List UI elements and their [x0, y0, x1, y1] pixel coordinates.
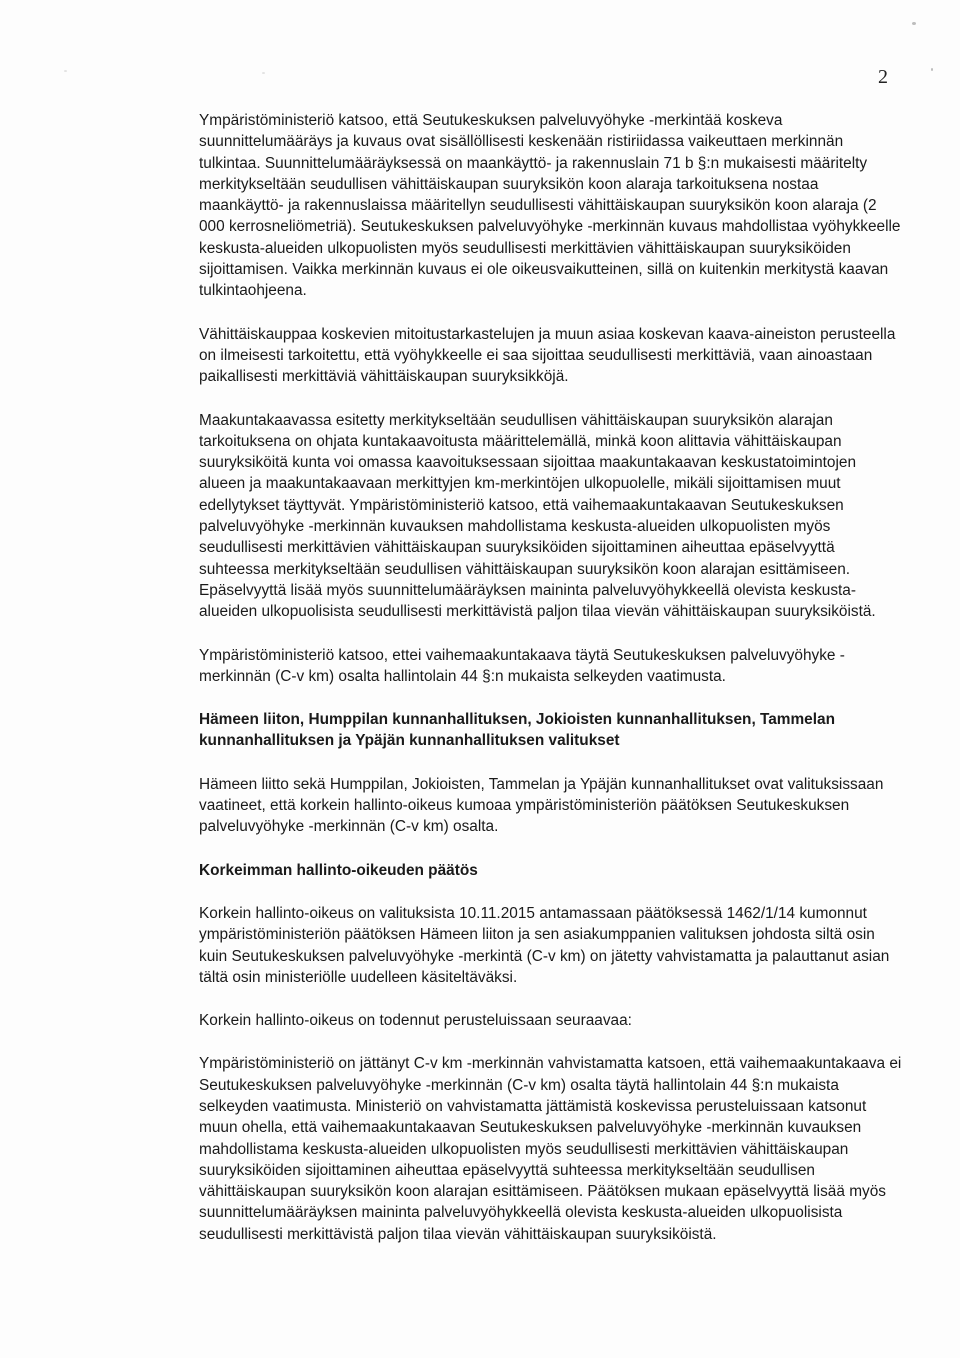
scan-artifact: [262, 72, 265, 74]
section-heading: Hämeen liiton, Humppilan kunnanhallituksen, Jokioisten kunnanhallituksen, Tammelan kunnanhallituksen ja Ypäjän kunnanhallituksen valitukset: [199, 711, 835, 750]
scan-artifact: [931, 68, 933, 71]
document-body: [199, 110, 904, 1245]
paragraph: Ympäristöministeriö on jättänyt C-v km -merkinnän vahvistamatta katsoen, että vaihemaakuntakaava ei Seutukeskuksen palveluvyöhyke -merkinnän (C-v km) osalta täytä hallintolain 44 §:n mukaista selkeyden vaatimusta. Ministeriö on vahvistamatta jättämistä koskevissa perusteluissaan katsonut muun ohella, että vaihemaakuntakaavan Seutukeskuksen palveluvyöhyke -merkinnän kuvauksen mahdollistama keskusta-alueiden ulkopuolisten myös seudullisesti merkittävien vähittäiskaupan suuryksiköiden sijoittaminen aiheuttaa epäselvyyttä suhteessa merkitykseltään seudullisen vähittäiskaupan suuryksikön koon alarajan esittämiseen. Päätöksen mukaan epäselvyyttä lisää myös suunnittelumääräyksen maininta palveluvyöhykkeellä olevista keskusta-alueiden ulkopuolisista seudullisesti merkittävistä paljon tilaa vievän vähittäiskaupan suuryksiköistä.: [199, 1055, 902, 1243]
scan-artifact: [912, 22, 916, 25]
paragraph: Korkein hallinto-oikeus on valituksista 10.11.2015 antamassaan päätöksessä 1462/1/14 kumonnut ympäristöministeriön päätöksen Hämeen liiton ja sen asiakumppanien valituksen johdosta siltä osin kuin Seutukeskuksen palveluvyöhyke -merkintä (C-v km) on jätetty vahvistamatta ja palauttanut asian tältä osin ministeriölle uudelleen käsiteltäväksi.: [199, 904, 890, 986]
page-number: 2: [878, 66, 888, 88]
paragraph: Hämeen liitto sekä Humppilan, Jokioisten, Tammelan ja Ypäjän kunnanhallitukset ovat valituksissaan vaatineet, että korkein hallinto-oikeus kumoaa ympäristöministeriön päätöksen Seutukeskuksen palveluvyöhyke -merkinnän (C-v km) osalta.: [199, 775, 884, 836]
section-heading: Korkeimman hallinto-oikeuden päätös: [199, 861, 478, 879]
paragraph: Korkein hallinto-oikeus on todennut perusteluissaan seuraavaa:: [199, 1012, 632, 1030]
paragraph: Maakuntakaavassa esitetty merkitykseltään seudullisen vähittäiskaupan suuryksikön alarajan tarkoituksena on ohjata kuntakaavoitusta määrittelemällä, minkä koon alittavia vähittäiskaupan suuryksiköitä kunta voi omassa kaavoituksessaan sijoittaa maakuntakaavan keskustatoimintojen alueen ja maakuntakaavaan merkittyjen km-merkintöjen ulkopuolelle, mikäli sijoittamisen muut edellytykset täyttyvät. Ympäristöministeriö katsoo, että vaihemaakuntakaavan Seutukeskuksen palveluvyöhyke -merkinnän kuvauksen mahdollistama keskusta-alueiden ulkopuolisten myös seudullisesti merkittävien vähittäiskaupan suuryksiköiden sijoittaminen aiheuttaa epäselvyyttä suhteessa merkitykseltään seudullisen vähittäiskaupan suuryksikön koon alarajan esittämiseen. Epäselvyyttä lisää myös suunnittelumääräyksen maininta palveluvyöhykkeellä olevista keskusta-alueiden ulkopuolisista seudullisesti merkittävistä paljon tilaa vievän vähittäiskaupan suuryksiköistä.: [199, 411, 876, 621]
paragraph: Vähittäiskauppaa koskevien mitoitustarkastelujen ja muun asiaa koskevan kaava-aineiston perusteella on ilmeisesti tarkoitettu, että vyöhykkeelle ei saa sijoittaa seudullisesti merkittäviä, vaan ainoastaan paikallisesti merkittäviä vähittäiskaupan suuryksikköjä.: [199, 325, 896, 386]
scan-artifact: [64, 70, 67, 72]
paragraph: Ympäristöministeriö katsoo, että Seutukeskuksen palveluvyöhyke -merkintää koskeva suunnittelumääräys ja kuvaus ovat sisällöllisesti keskenään ristiriidassa vaikeuttaen merkinnän tulkintaa. Suunnittelumääräyksessä on maankäyttö- ja rakennuslain 71 b §:n mukaisesti määritelty merkitykseltään seudullisen vähittäiskaupan suuryksikön koon alaraja tarkoituksena nostaa maankäyttö- ja rakennuslaissa määritellyn seudullisesti vähittäiskaupan suuryksikön koon alaraja (2 000 kerrosneliömetriä). Seutukeskuksen palveluvyöhyke -merkinnän kuvaus mahdollistaa vyöhykkeelle keskusta-alueiden ulkopuolisten myös seudullisesti merkittävien vähittäiskaupan suuryksiköiden sijoittamisen. Vaikka merkinnän kuvaus ei ole oikeusvaikutteinen, sillä on kuitenkin merkitystä kaavan tulkintaohjeena.: [199, 112, 901, 300]
paragraph: Ympäristöministeriö katsoo, ettei vaihemaakuntakaava täytä Seutukeskuksen palveluvyöhyke -merkinnän (C-v km) osalta hallintolain 44 §:n mukaista selkeyden vaatimusta.: [199, 646, 845, 685]
